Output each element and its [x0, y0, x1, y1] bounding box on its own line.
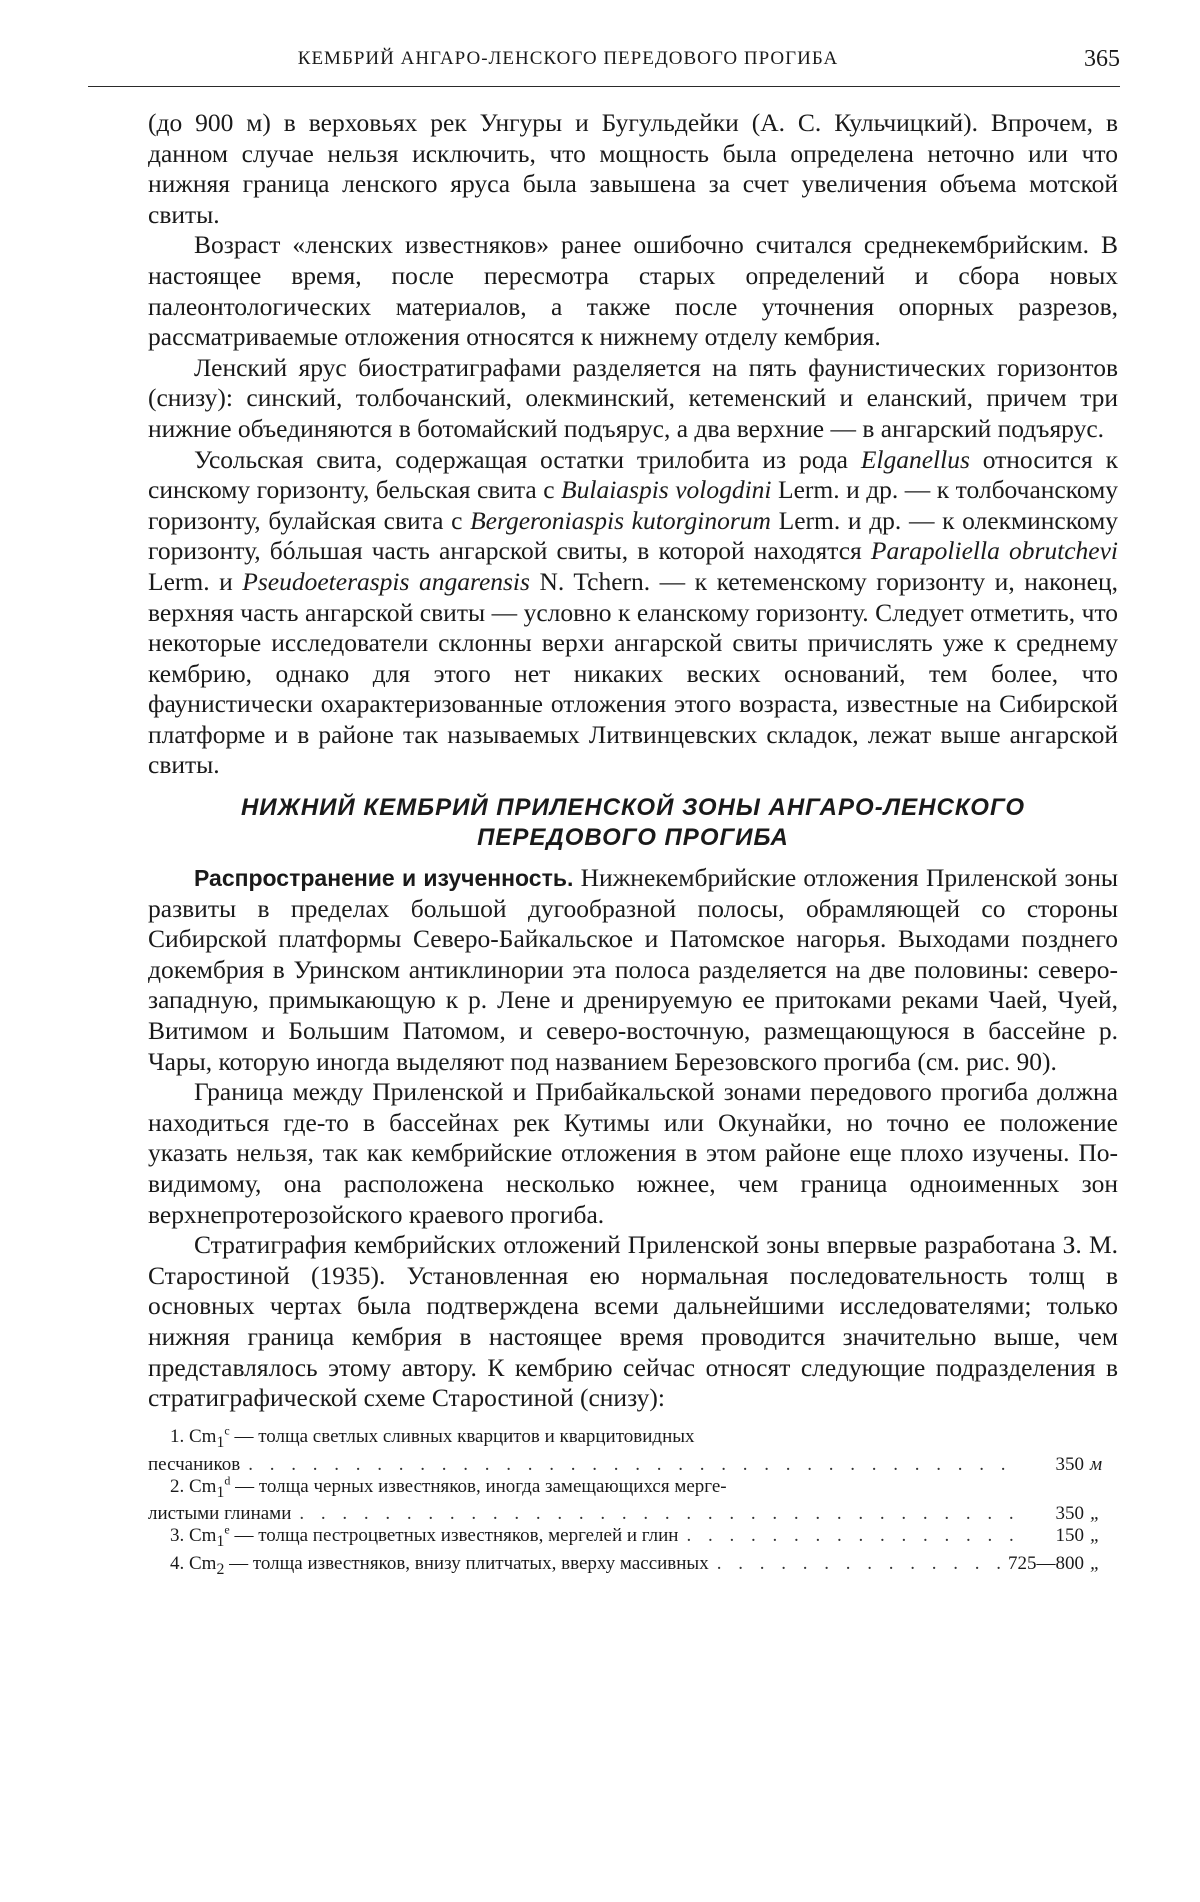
text-span: Усольская свита, содержащая остатки трилобита из рода: [194, 444, 861, 474]
paragraph-2: Возраст «ленских известняков» ранее ошибочно считался среднекембрийским. В настоящее время, после пересмотра старых определений и сбора новых палеонтологических материалов, а также после уточнения опорных разрезов, рассматриваемые отложения относятся к нижнему отделу кембрия.: [148, 230, 1118, 352]
thickness-value: 350: [1055, 1503, 1084, 1525]
thickness-value: 350: [1055, 1453, 1084, 1475]
strat-index: 1. Cm: [170, 1425, 217, 1447]
strat-description-cont: листыми глинами: [148, 1503, 292, 1525]
thickness-unit: „: [1090, 1503, 1101, 1525]
section-title: НИЖНИЙ КЕМБРИЙ ПРИЛЕНСКОЙ ЗОНЫ АНГАРО-ЛЕНСКОГО ПЕРЕДОВОГО ПРОГИБА: [240, 794, 1026, 852]
strat-index: 3. Cm: [170, 1525, 217, 1547]
strat-index: 2. Cm: [170, 1475, 217, 1497]
strat-description: — толща известняков, внизу плитчатых, вверху массивных: [224, 1553, 709, 1575]
leader-dots: [248, 1454, 1020, 1476]
taxon-name: Parapoliella obrutchevi: [870, 536, 1118, 566]
thickness-value: 725—800: [1008, 1553, 1084, 1575]
thickness-unit: „: [1090, 1553, 1101, 1575]
taxon-name: Bergeroniaspis kutorginorum: [470, 505, 771, 535]
paragraph-lead: Распространение и изученность.: [194, 865, 574, 892]
page-number: 365: [1084, 46, 1120, 72]
paragraph-1: (до 900 м) в верховьях рек Унгуры и Бугульдейки (А. С. Кульчицкий). Впрочем, в данном случае нельзя исключить, что мощность была определена неточно или что нижняя граница ленского яруса была завышена за счет увеличения объема мотской свиты.: [148, 108, 1118, 229]
paragraph-7: Стратиграфия кембрийских отложений Приленской зоны впервые разработана З. М. Старостиной (1935). Установленная ею нормальная последовательность толщ в основных чертах была подтверждена всеми дальнейшими исследователями; только нижняя граница кембрия в настоящее время проводится значительно выше, чем представлялось этому автору. К кембрию сейчас относят следующие подразделения в стратиграфической схеме Старостиной (снизу):: [148, 1230, 1118, 1413]
leader-dots: [717, 1553, 1000, 1575]
thickness-unit: „: [1090, 1525, 1101, 1547]
strat-item-1: 1. $Cm_1^c$ — толща светлых сливных кварцитов и кварцитовидных песчаников . . . 350 м: [148, 1426, 1118, 1476]
strat-description: — толща черных известняков, иногда замещающихся мерге-: [230, 1475, 727, 1497]
leader-dots: [686, 1525, 1020, 1547]
strat-index: 4. Cm: [170, 1553, 217, 1575]
running-title: КЕМБРИЙ АНГАРО-ЛЕНСКОГО ПЕРЕДОВОГО ПРОГИБА: [297, 48, 839, 69]
strat-description: — толща пестроцветных известняков, мергелей и глин: [229, 1525, 679, 1547]
paragraph-5: [148, 863, 1118, 1077]
thickness-unit: м: [1090, 1453, 1103, 1475]
taxon-name: Elganellus: [860, 444, 970, 474]
strat-description: — толща светлых сливных кварцитов и кварцитовидных: [229, 1425, 695, 1447]
text-span: Lerm. и др. — к толбочанскому горизонту, булайская свита с: [148, 475, 1119, 535]
page-body: [148, 108, 1118, 1581]
text-span: Нижнекембрийские отложения Приленской зоны развиты в пределах большой дугообразной полосы, обрамляющей со стороны Сибирской платформы Северо-Байкальское и Патомское нагорья. Выходами позднего докембрия в Уринском антиклинории эта полоса разделяется на две половины: северо-западную, примыкающую к р. Лене и дренируемую ее притоками реками Чаей, Чуей, Витимом и Большим Патомом, и северо-восточную, размещающуюся в бассейне р. Чары, которую иногда выделяют под названием Березовского прогиба (см. рис. 90).: [148, 863, 1118, 1076]
text-span: N. Tchern. — к кетеменскому горизонту и, наконец, верхняя часть ангарской свиты — условно к еланскому горизонту. Следует отметить, что некоторые исследователи склонны верхи ангарской свиты причислять уже к среднему кембрию, однако для этого нет никаких веских оснований, тем более, что фаунистически охарактеризованные отложения этого возраста, известные на Сибирской платформе и в районе так называемых Литвинцевских складок, лежат выше ангарской свиты.: [148, 566, 1119, 780]
strat-item-4: 4. $Cm_2$ — толща известняков, внизу плитчатых, вверху массивных . . . 725—800 „: [148, 1553, 1118, 1581]
page-header: [88, 44, 1120, 78]
leader-dots: [299, 1503, 1020, 1525]
strat-item-3: 3. $Cm_1^e$ — толща пестроцветных известняков, мергелей и глин . . . 150 „: [148, 1525, 1118, 1553]
text-span: относится к синскому горизонту, бельская свита с: [148, 444, 1118, 505]
paragraph-6: Граница между Приленской и Прибайкальской зонами передового прогиба должна находиться где-то в бассейнах рек Кутимы или Окунайки, но точно ее положение указать нельзя, так как кембрийские отложения в этом районе еще плохо изучены. По-видимому, она расположена несколько южнее, чем граница одноименных зон верхнепротерозойского краевого прогиба.: [148, 1077, 1118, 1229]
text-span: Lerm. и др. — к олекминскому горизонту, бóльшая часть ангарской свиты, в которой находятся: [148, 505, 1118, 566]
paragraph-3: Ленский ярус биостратиграфами разделяется на пять фаунистических горизонтов (снизу): синский, толбочанский, олекминский, кетеменский и еланский, причем три нижние объединяются в ботомайский подъярус, а два верхние — в ангарский подъярус.: [148, 352, 1118, 443]
taxon-name: Bulaiaspis vologdini: [561, 475, 772, 505]
strat-description-cont: песчаников: [148, 1453, 241, 1475]
taxon-name: Pseudoeteraspis angarensis: [242, 566, 530, 596]
thickness-value: 150: [1055, 1525, 1084, 1547]
header-rule: [88, 86, 1120, 87]
text-span: Lerm. и: [148, 566, 243, 596]
paragraph-4: [148, 445, 1118, 782]
stratigraphic-list: [148, 1423, 1118, 1581]
strat-item-2: 2. $Cm_1^d$ — толща черных известняков, иногда замещающихся мерге- листыми глинами . . . 350 „: [148, 1476, 1118, 1526]
